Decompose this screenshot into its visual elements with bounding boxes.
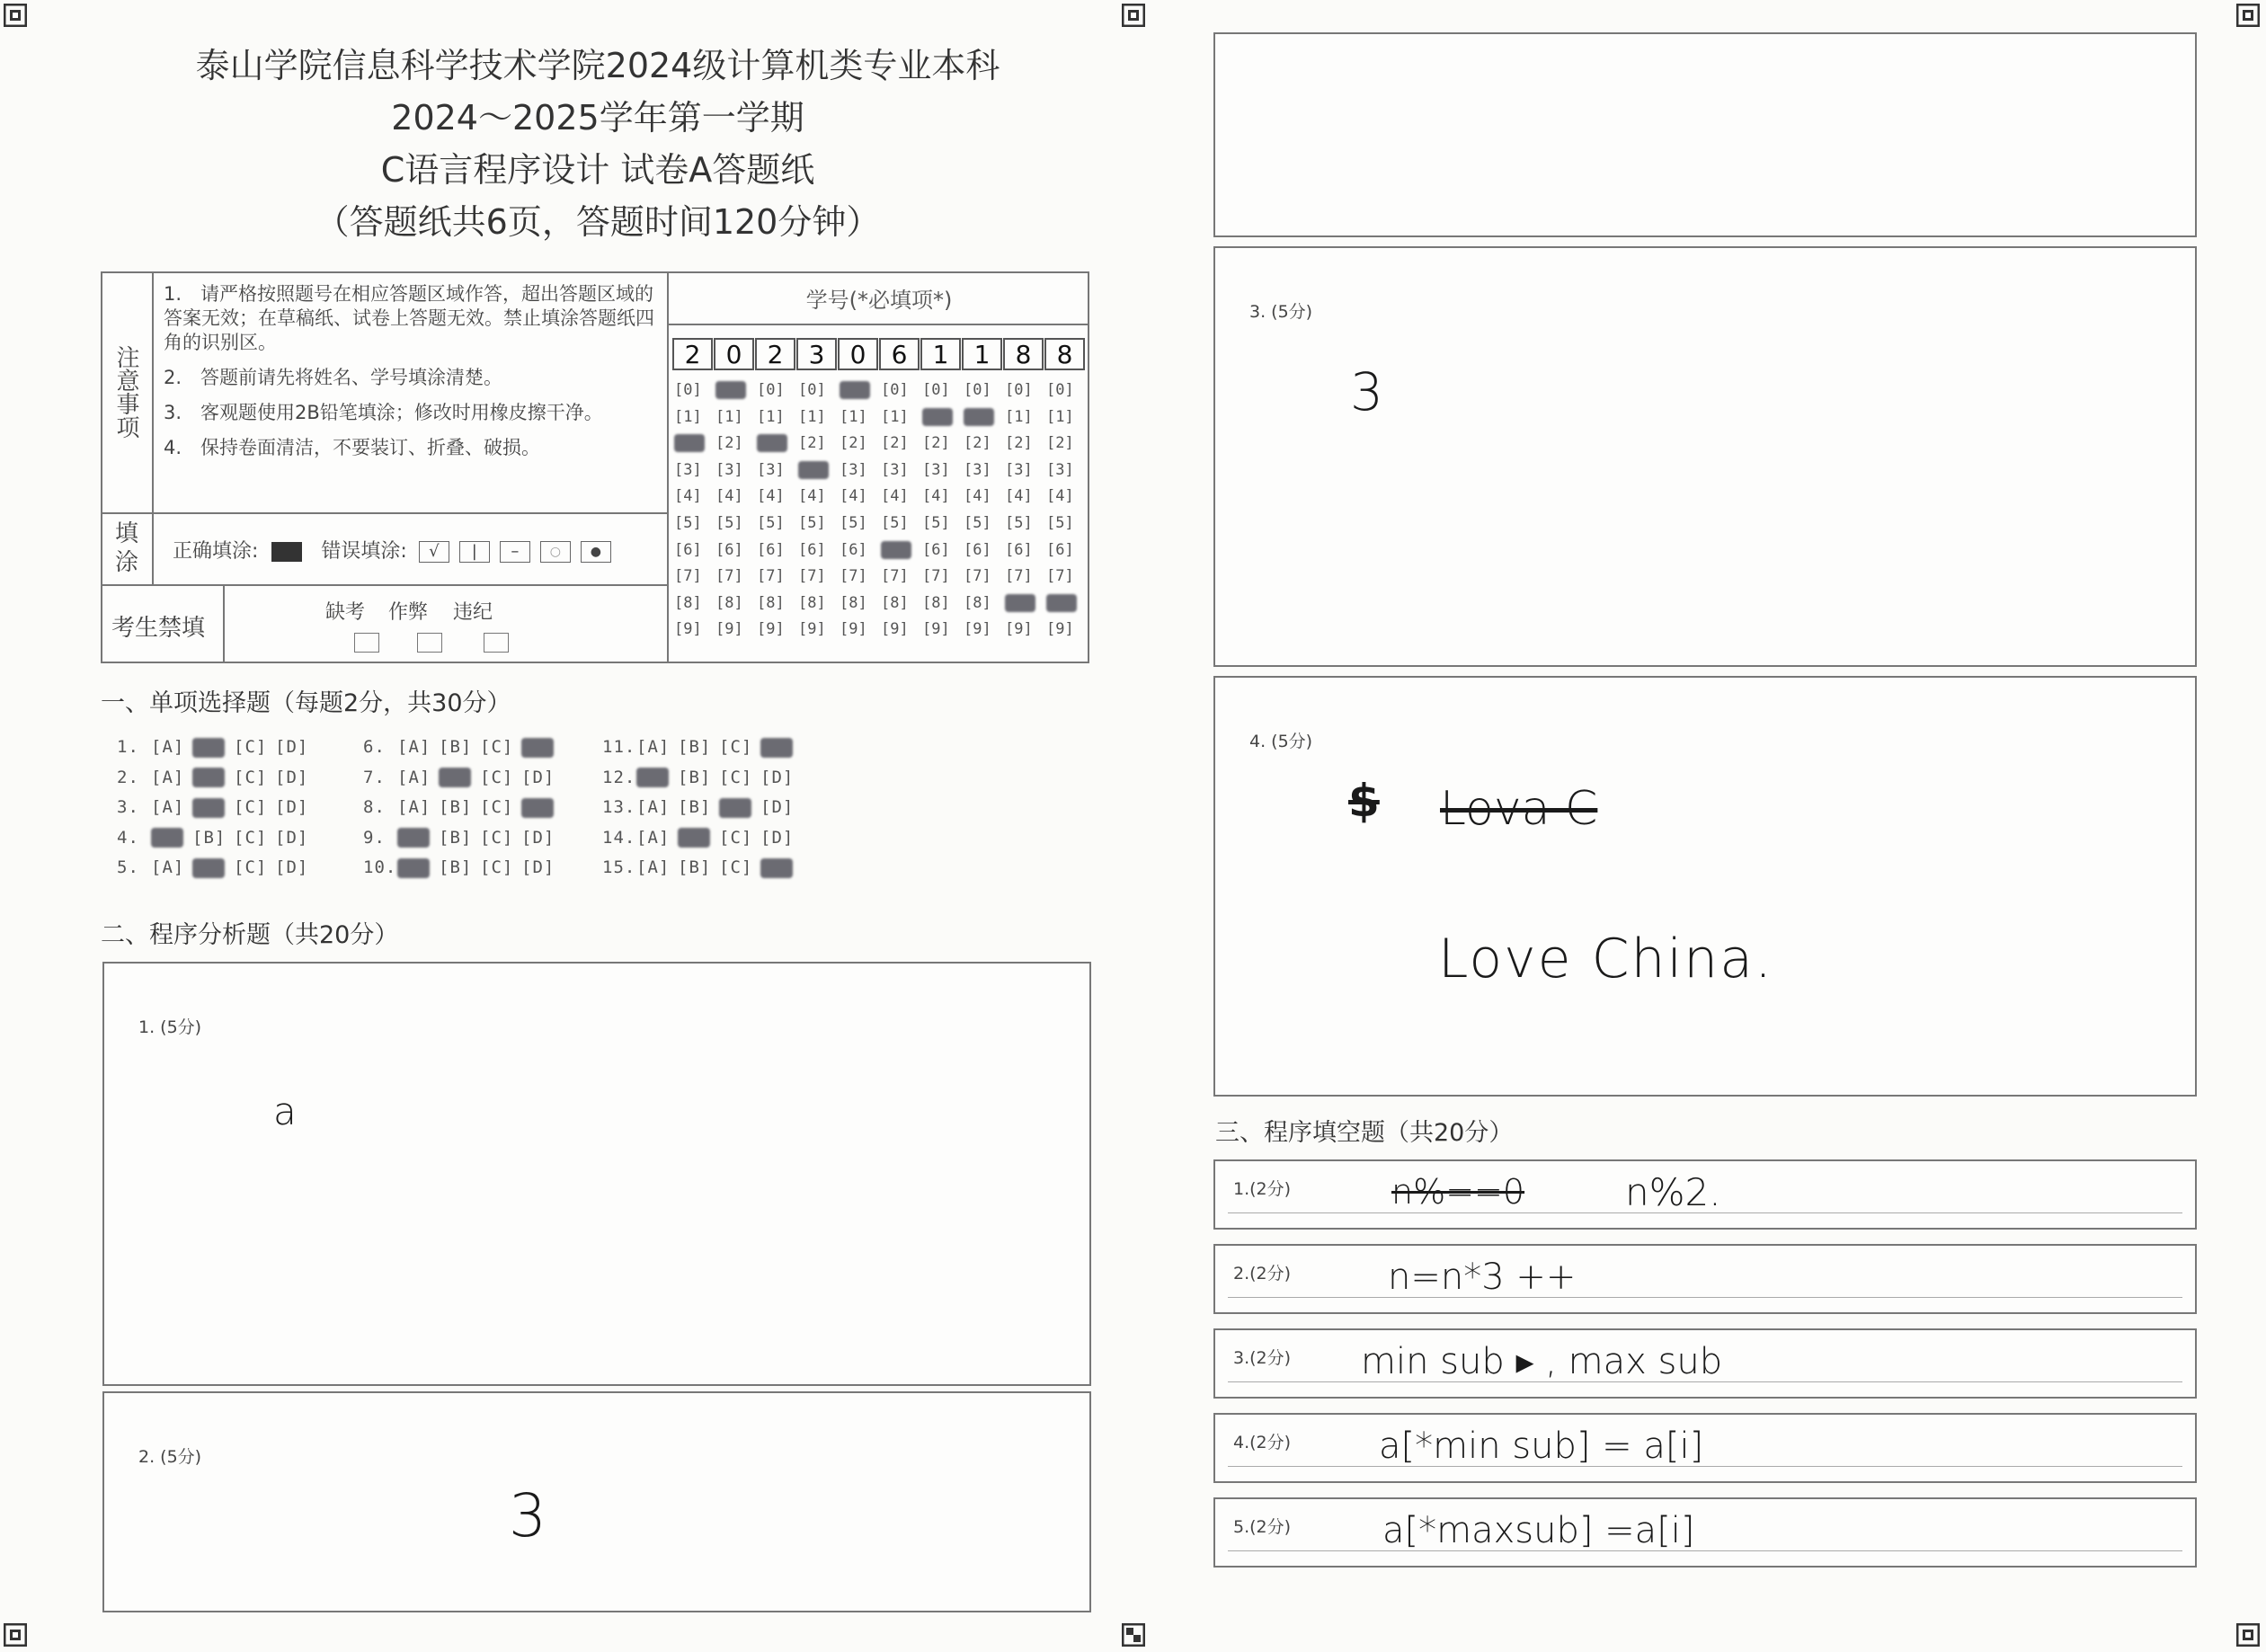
student-id-bubble-filled[interactable] bbox=[881, 541, 911, 559]
mc-option[interactable]: [A] bbox=[397, 797, 431, 817]
q4-struck-prefix: $ bbox=[1348, 775, 1380, 827]
mc-option[interactable]: [D] bbox=[760, 797, 795, 817]
student-id-digit-cell[interactable]: 6 bbox=[879, 338, 920, 370]
mc-option[interactable]: [C] bbox=[480, 827, 514, 848]
student-id-bubble-filled[interactable] bbox=[922, 408, 953, 426]
mc-option[interactable]: [C] bbox=[719, 827, 753, 848]
mc-option[interactable]: [D] bbox=[275, 767, 309, 787]
fill-answer-row[interactable] bbox=[1213, 1244, 2197, 1314]
student-id-bubble[interactable]: [5] bbox=[674, 514, 702, 532]
student-id-digit-cell[interactable]: 2 bbox=[672, 338, 713, 370]
student-id-bubble[interactable]: [4] bbox=[964, 487, 991, 506]
section1-title: 一、单项选择题（每题2分，共30分） bbox=[101, 689, 511, 717]
q1-label: 1. (5分) bbox=[138, 1017, 202, 1037]
mc-option[interactable]: [C] bbox=[234, 857, 268, 877]
student-id-bubble[interactable]: [7] bbox=[757, 567, 785, 586]
mc-question-number: 4. bbox=[117, 827, 139, 848]
mc-option-mark bbox=[760, 858, 793, 878]
section3-title: 三、程序填空题（共20分） bbox=[1215, 1119, 1514, 1147]
student-id-bubble[interactable]: [6] bbox=[757, 540, 785, 559]
student-id-bubble[interactable]: [7] bbox=[1005, 567, 1033, 586]
student-id-bubble[interactable]: [2] bbox=[964, 434, 991, 453]
mc-option[interactable]: [C] bbox=[719, 737, 753, 757]
student-id-bubble[interactable]: [0] bbox=[798, 381, 826, 399]
student-id-bubble[interactable]: [4] bbox=[715, 487, 743, 506]
corner-marker-icon bbox=[2236, 1623, 2260, 1647]
fill-q5-answer: a[*maxsub] =a[i] bbox=[1382, 1510, 1695, 1551]
q4-struck-answer: Lova C bbox=[1440, 782, 1598, 836]
mc-option-filled[interactable] bbox=[439, 768, 480, 788]
student-id-bubble[interactable]: [6] bbox=[964, 540, 991, 559]
fill-q3-answer: min sub ▸ , max sub bbox=[1361, 1341, 1723, 1382]
mc-option[interactable]: [D] bbox=[275, 857, 309, 877]
mc-option[interactable]: [A] bbox=[636, 737, 671, 757]
fill-q4-answer: a[*min sub] = a[i] bbox=[1379, 1426, 1704, 1467]
student-id-bubble[interactable]: [2] bbox=[1046, 434, 1074, 453]
student-id-bubble[interactable]: [9] bbox=[922, 620, 950, 639]
student-id-bubble[interactable]: [9] bbox=[964, 620, 991, 639]
mc-option-filled[interactable] bbox=[192, 768, 234, 788]
student-id-bubble[interactable]: [1] bbox=[674, 407, 702, 426]
student-id-bubble[interactable]: [9] bbox=[1046, 620, 1074, 639]
student-id-bubble[interactable]: [6] bbox=[840, 540, 867, 559]
student-id-bubble[interactable]: [2] bbox=[840, 434, 867, 453]
mc-question-number: 2. bbox=[117, 767, 139, 787]
mc-option-filled[interactable] bbox=[521, 797, 563, 818]
student-id-bubble[interactable]: [5] bbox=[964, 514, 991, 532]
mc-question bbox=[117, 857, 351, 883]
correct-fill-sample bbox=[271, 542, 302, 562]
mc-option[interactable]: [D] bbox=[275, 737, 309, 757]
answer-box-continuation[interactable] bbox=[1213, 32, 2197, 237]
student-id-bubble[interactable]: [8] bbox=[881, 593, 909, 612]
mc-option-mark bbox=[192, 858, 225, 878]
corner-marker-icon bbox=[4, 1623, 27, 1647]
student-id-label: 学号(*必填项*) bbox=[805, 288, 953, 313]
mc-option-mark bbox=[192, 768, 225, 787]
q3-answer: 3 bbox=[1350, 361, 1383, 422]
notice-side-label: 注意事项 bbox=[112, 345, 139, 439]
student-id-bubble[interactable]: [7] bbox=[798, 567, 826, 586]
answer-box-q4[interactable] bbox=[1213, 676, 2197, 1097]
corner-marker-icon bbox=[2236, 4, 2260, 27]
mc-option-filled[interactable] bbox=[678, 828, 719, 848]
student-id-bubble[interactable]: [6] bbox=[1046, 540, 1074, 559]
student-id-bubble-row bbox=[672, 594, 1089, 616]
student-id-bubble[interactable]: [0] bbox=[674, 381, 702, 399]
student-id-bubble[interactable]: [2] bbox=[1005, 434, 1033, 453]
mc-option-mark bbox=[151, 828, 183, 848]
mc-option[interactable]: [A] bbox=[636, 857, 671, 877]
mc-option[interactable]: [C] bbox=[719, 857, 753, 877]
student-id-bubble[interactable]: [8] bbox=[715, 593, 743, 612]
fill-q1-label: 1.(2分) bbox=[1233, 1179, 1292, 1199]
mc-option-mark bbox=[636, 768, 669, 787]
wrong-fill-label: 错误填涂: bbox=[321, 540, 407, 563]
mc-option[interactable]: [C] bbox=[480, 857, 514, 877]
mc-option[interactable]: [A] bbox=[151, 797, 185, 817]
q1-answer: a bbox=[273, 1089, 297, 1133]
mc-question bbox=[117, 797, 351, 822]
student-id-bubble-filled[interactable] bbox=[1046, 594, 1077, 612]
student-id-bubble[interactable]: [5] bbox=[1046, 514, 1074, 532]
forbidden-violation-checkbox[interactable] bbox=[484, 633, 509, 653]
corner-marker-icon bbox=[1122, 1623, 1145, 1647]
student-id-bubble[interactable]: [6] bbox=[715, 540, 743, 559]
mc-option-filled[interactable] bbox=[636, 768, 678, 788]
fill-q1-struck: n%==0 bbox=[1391, 1172, 1525, 1212]
mc-question-number: 5. bbox=[117, 857, 139, 877]
student-id-bubble-row bbox=[672, 620, 1089, 642]
wrong-fill-sample: √ bbox=[419, 541, 449, 563]
student-id-bubble[interactable]: [1] bbox=[757, 407, 785, 426]
forbidden-absent-checkbox[interactable] bbox=[354, 633, 379, 653]
mc-option[interactable]: [C] bbox=[234, 767, 268, 787]
student-id-bubble[interactable]: [3] bbox=[757, 460, 785, 479]
student-id-bubble[interactable]: [2] bbox=[715, 434, 743, 453]
student-id-bubble[interactable]: [7] bbox=[922, 567, 950, 586]
q4-label: 4. (5分) bbox=[1249, 732, 1313, 751]
mc-question bbox=[363, 828, 597, 853]
student-id-bubble-row bbox=[672, 381, 1089, 403]
student-id-bubble[interactable]: [0] bbox=[1046, 381, 1074, 399]
student-id-bubble-filled[interactable] bbox=[840, 381, 870, 399]
student-id-bubble[interactable]: [4] bbox=[757, 487, 785, 506]
notice-item: 3. 客观题使用2B铅笔填涂；修改时用橡皮擦干净。 bbox=[164, 402, 603, 423]
fill-q1-answer: n%2. bbox=[1625, 1170, 1721, 1214]
student-id-bubble[interactable]: [3] bbox=[840, 460, 867, 479]
mc-option-mark bbox=[192, 798, 225, 818]
student-id-bubble[interactable]: [7] bbox=[715, 567, 743, 586]
mc-question-number: 13. bbox=[602, 797, 636, 817]
notice-item: 2. 答题前请先将姓名、学号填涂清楚。 bbox=[164, 367, 503, 388]
student-id-bubble[interactable]: [3] bbox=[1046, 460, 1074, 479]
mc-option-mark bbox=[439, 768, 471, 787]
mc-question bbox=[363, 857, 597, 883]
info-table bbox=[101, 271, 1089, 663]
student-id-bubble[interactable]: [4] bbox=[922, 487, 950, 506]
fill-answer-row[interactable] bbox=[1213, 1159, 2197, 1230]
student-id-bubble[interactable]: [9] bbox=[798, 620, 826, 639]
student-id-bubble[interactable]: [7] bbox=[964, 567, 991, 586]
mc-option-filled[interactable] bbox=[760, 857, 802, 878]
student-id-bubble[interactable]: [0] bbox=[881, 381, 909, 399]
mc-question bbox=[602, 857, 836, 883]
student-id-bubble-filled[interactable] bbox=[964, 408, 994, 426]
student-id-digit-cell[interactable]: 0 bbox=[838, 338, 878, 370]
mc-option[interactable]: [D] bbox=[760, 827, 795, 848]
mc-option-filled[interactable] bbox=[151, 828, 192, 848]
mc-option[interactable]: [A] bbox=[397, 737, 431, 757]
mc-question bbox=[602, 737, 836, 762]
student-id-bubble[interactable]: [5] bbox=[798, 514, 826, 532]
q3-label: 3. (5分) bbox=[1249, 302, 1313, 322]
fill-q4-label: 4.(2分) bbox=[1233, 1433, 1292, 1452]
q4-answer: Love China. bbox=[1438, 928, 1774, 990]
mc-option[interactable]: [C] bbox=[480, 767, 514, 787]
mc-option[interactable]: [C] bbox=[480, 737, 514, 757]
mc-option[interactable]: [A] bbox=[636, 797, 671, 817]
mc-question bbox=[602, 797, 836, 822]
fill-answer-row[interactable] bbox=[1213, 1413, 2197, 1483]
student-id-bubble[interactable]: [1] bbox=[1005, 407, 1033, 426]
fill-q3-label: 3.(2分) bbox=[1233, 1348, 1292, 1368]
answer-box-q3[interactable] bbox=[1213, 246, 2197, 667]
fill-q2-label: 2.(2分) bbox=[1233, 1264, 1292, 1283]
student-id-bubble-row bbox=[672, 487, 1089, 509]
mc-option-mark bbox=[678, 828, 710, 848]
mc-question-number: 8. bbox=[363, 797, 386, 817]
mc-question-number: 12. bbox=[602, 767, 636, 787]
student-id-bubble-filled[interactable] bbox=[798, 461, 829, 479]
mc-option[interactable]: [C] bbox=[234, 827, 268, 848]
student-id-bubble[interactable]: [3] bbox=[922, 460, 950, 479]
student-id-bubble[interactable]: [4] bbox=[1005, 487, 1033, 506]
mc-option[interactable]: [B] bbox=[192, 827, 227, 848]
forbidden-cheat-checkbox[interactable] bbox=[417, 633, 442, 653]
student-id-bubble[interactable]: [7] bbox=[674, 567, 702, 586]
mc-option[interactable]: [A] bbox=[151, 857, 185, 877]
mc-option-filled[interactable] bbox=[521, 737, 563, 758]
student-id-bubble[interactable]: [7] bbox=[1046, 567, 1074, 586]
student-id-bubble[interactable]: [9] bbox=[881, 620, 909, 639]
mc-option[interactable]: [D] bbox=[760, 767, 795, 787]
mc-question bbox=[363, 797, 597, 822]
student-id-bubble[interactable]: [3] bbox=[715, 460, 743, 479]
mc-option[interactable]: [C] bbox=[480, 797, 514, 817]
mc-option[interactable]: [A] bbox=[397, 767, 431, 787]
student-id-bubble[interactable]: [0] bbox=[1005, 381, 1033, 399]
mc-question-number: 1. bbox=[117, 737, 139, 757]
student-id-digit-cell[interactable]: 0 bbox=[714, 338, 754, 370]
mc-option[interactable]: [C] bbox=[234, 737, 268, 757]
wrong-fill-sample: ○ bbox=[540, 541, 571, 563]
header-course: C语言程序设计 试卷A答题纸 bbox=[380, 150, 815, 190]
wrong-fill-sample: ● bbox=[581, 541, 611, 563]
student-id-bubble[interactable]: [8] bbox=[922, 593, 950, 612]
student-id-bubble[interactable]: [0] bbox=[757, 381, 785, 399]
mc-option-mark bbox=[760, 738, 793, 758]
student-id-bubble-row bbox=[672, 461, 1089, 483]
fill-q5-label: 5.(2分) bbox=[1233, 1517, 1292, 1537]
student-id-bubble[interactable]: [0] bbox=[922, 381, 950, 399]
mc-question bbox=[602, 768, 836, 793]
student-id-bubble[interactable]: [1] bbox=[1046, 407, 1074, 426]
mc-option[interactable]: [B] bbox=[678, 797, 712, 817]
mc-option[interactable]: [D] bbox=[275, 797, 309, 817]
header-title: 泰山学院信息科学技术学院2024级计算机类专业本科 bbox=[195, 46, 1000, 85]
mc-question-number: 10. bbox=[363, 857, 397, 877]
header-note: （答题纸共6页，答题时间120分钟） bbox=[315, 202, 881, 242]
student-id-bubble-row bbox=[672, 408, 1089, 430]
mc-question-number: 7. bbox=[363, 767, 386, 787]
student-id-bubble[interactable]: [9] bbox=[840, 620, 867, 639]
mc-option-filled[interactable] bbox=[192, 737, 234, 758]
mc-option-mark bbox=[397, 828, 430, 848]
student-id-bubble[interactable]: [9] bbox=[674, 620, 702, 639]
student-id-bubble-row bbox=[672, 567, 1089, 589]
student-id-bubble[interactable]: [5] bbox=[881, 514, 909, 532]
student-id-bubble[interactable]: [5] bbox=[840, 514, 867, 532]
answer-box-q2[interactable] bbox=[102, 1391, 1091, 1612]
student-id-bubble-row bbox=[672, 541, 1089, 563]
student-id-bubble-filled[interactable] bbox=[757, 434, 787, 452]
mc-question bbox=[117, 768, 351, 793]
student-id-bubble[interactable]: [0] bbox=[964, 381, 991, 399]
mc-question-number: 14. bbox=[602, 827, 636, 848]
mc-option-mark bbox=[521, 738, 554, 758]
student-id-bubble[interactable]: [4] bbox=[1046, 487, 1074, 506]
correct-fill-label: 正确填涂: bbox=[173, 540, 259, 563]
mc-option[interactable]: [B] bbox=[439, 827, 473, 848]
section2-title: 二、程序分析题（共20分） bbox=[101, 921, 399, 949]
student-id-bubble[interactable]: [3] bbox=[964, 460, 991, 479]
corner-marker-icon bbox=[1122, 4, 1145, 27]
mc-option[interactable]: [B] bbox=[439, 737, 473, 757]
student-id-bubble[interactable]: [5] bbox=[922, 514, 950, 532]
forbidden-label: 考生禁填 bbox=[111, 615, 206, 642]
student-id-bubble[interactable]: [5] bbox=[1005, 514, 1033, 532]
mc-option[interactable]: [A] bbox=[151, 737, 185, 757]
q2-answer: 3 bbox=[509, 1481, 547, 1550]
mc-option-filled[interactable] bbox=[397, 828, 439, 848]
student-id-bubble[interactable]: [1] bbox=[715, 407, 743, 426]
student-id-bubble[interactable]: [2] bbox=[922, 434, 950, 453]
student-id-bubble[interactable]: [4] bbox=[840, 487, 867, 506]
student-id-bubble[interactable]: [8] bbox=[674, 593, 702, 612]
student-id-bubble-row bbox=[672, 434, 1089, 456]
mc-option[interactable]: [A] bbox=[151, 767, 185, 787]
fill-answer-row[interactable] bbox=[1213, 1497, 2197, 1568]
student-id-digit-cell[interactable]: 3 bbox=[796, 338, 837, 370]
fill-q2-answer: n=n*3 ++ bbox=[1388, 1257, 1577, 1298]
student-id-bubble[interactable]: [5] bbox=[715, 514, 743, 532]
student-id-bubble[interactable]: [2] bbox=[881, 434, 909, 453]
student-id-digit-cell[interactable]: 2 bbox=[755, 338, 795, 370]
student-id-bubble[interactable]: [9] bbox=[715, 620, 743, 639]
mc-option[interactable]: [D] bbox=[521, 857, 555, 877]
student-id-bubble[interactable]: [2] bbox=[798, 434, 826, 453]
mc-option-filled[interactable] bbox=[192, 797, 234, 818]
mc-option[interactable]: [C] bbox=[234, 797, 268, 817]
mc-question-number: 15. bbox=[602, 857, 636, 877]
forbidden-violation-label: 违纪 bbox=[453, 601, 493, 624]
student-id-bubble-filled[interactable] bbox=[1005, 594, 1035, 612]
student-id-bubble[interactable]: [1] bbox=[798, 407, 826, 426]
mc-question bbox=[363, 737, 597, 762]
student-id-bubble[interactable]: [8] bbox=[840, 593, 867, 612]
mc-option[interactable]: [B] bbox=[678, 737, 712, 757]
student-id-bubble[interactable]: [3] bbox=[881, 460, 909, 479]
forbidden-cheat-label: 作弊 bbox=[388, 601, 429, 624]
wrong-fill-sample: – bbox=[500, 541, 530, 563]
mc-option[interactable]: [B] bbox=[678, 767, 712, 787]
answer-box-q1[interactable] bbox=[102, 962, 1091, 1386]
student-id-bubble[interactable]: [3] bbox=[1005, 460, 1033, 479]
student-id-digit-cell[interactable]: 1 bbox=[920, 338, 961, 370]
student-id-bubble[interactable]: [1] bbox=[881, 407, 909, 426]
mc-option-filled[interactable] bbox=[397, 857, 439, 878]
mc-question bbox=[602, 828, 836, 853]
corner-marker-icon bbox=[4, 4, 27, 27]
notice-item: 1. 请严格按照题号在相应答题区域作答，超出答题区域的答案无效；在草稿纸、试卷上答题无效。禁止填涂答题纸四角的识别区。 bbox=[164, 283, 654, 353]
mc-option[interactable]: [B] bbox=[678, 857, 712, 877]
student-id-bubble[interactable]: [9] bbox=[757, 620, 785, 639]
mc-question-number: 11. bbox=[602, 737, 636, 757]
mc-option[interactable]: [C] bbox=[719, 767, 753, 787]
mc-option[interactable]: [D] bbox=[521, 827, 555, 848]
mc-option-filled[interactable] bbox=[719, 797, 760, 818]
mc-question-number: 3. bbox=[117, 797, 139, 817]
student-id-bubble[interactable]: [7] bbox=[881, 567, 909, 586]
student-id-bubble[interactable]: [3] bbox=[674, 460, 702, 479]
student-id-bubble[interactable]: [8] bbox=[757, 593, 785, 612]
student-id-bubble[interactable]: [4] bbox=[798, 487, 826, 506]
mc-option[interactable]: [B] bbox=[439, 797, 473, 817]
student-id-bubble[interactable]: [5] bbox=[757, 514, 785, 532]
student-id-digit-cell[interactable]: 8 bbox=[1003, 338, 1044, 370]
mc-option-mark bbox=[521, 798, 554, 818]
q2-label: 2. (5分) bbox=[138, 1447, 202, 1467]
student-id-bubble[interactable]: [4] bbox=[674, 487, 702, 506]
student-id-bubble[interactable]: [7] bbox=[840, 567, 867, 586]
mc-option[interactable]: [B] bbox=[439, 857, 473, 877]
fill-answer-row[interactable] bbox=[1213, 1328, 2197, 1399]
student-id-bubble[interactable]: [1] bbox=[840, 407, 867, 426]
mc-question bbox=[117, 828, 351, 853]
mc-option-mark bbox=[719, 798, 751, 818]
student-id-bubble[interactable]: [8] bbox=[964, 593, 991, 612]
student-id-bubble-filled[interactable] bbox=[674, 434, 705, 452]
student-id-bubble[interactable]: [8] bbox=[798, 593, 826, 612]
student-id-digit-cell[interactable]: 8 bbox=[1044, 338, 1085, 370]
header-term: 2024～2025学年第一学期 bbox=[391, 98, 804, 138]
wrong-fill-sample: | bbox=[459, 541, 490, 563]
student-id-bubble[interactable]: [6] bbox=[922, 540, 950, 559]
mc-question-number: 6. bbox=[363, 737, 386, 757]
mc-question bbox=[363, 768, 597, 793]
mc-option[interactable]: [D] bbox=[275, 827, 309, 848]
mc-option-filled[interactable] bbox=[760, 737, 802, 758]
mc-option-filled[interactable] bbox=[192, 857, 234, 878]
student-id-bubble[interactable]: [6] bbox=[674, 540, 702, 559]
mc-option-mark bbox=[397, 858, 430, 878]
fill-side-label: 填涂 bbox=[115, 520, 139, 576]
student-id-digit-cell[interactable]: 1 bbox=[962, 338, 1002, 370]
student-id-bubble[interactable]: [9] bbox=[1005, 620, 1033, 639]
mc-option-mark bbox=[192, 738, 225, 758]
notice-item: 4. 保持卷面清洁，不要装订、折叠、破损。 bbox=[164, 437, 541, 458]
student-id-bubble[interactable]: [6] bbox=[1005, 540, 1033, 559]
forbidden-absent-label: 缺考 bbox=[325, 601, 366, 624]
mc-question-number: 9. bbox=[363, 827, 386, 848]
student-id-bubble-filled[interactable] bbox=[715, 381, 746, 399]
mc-question bbox=[117, 737, 351, 762]
student-id-bubble[interactable]: [6] bbox=[798, 540, 826, 559]
mc-option[interactable]: [A] bbox=[636, 827, 671, 848]
student-id-bubble[interactable]: [4] bbox=[881, 487, 909, 506]
student-id-bubble-row bbox=[672, 514, 1089, 536]
mc-option[interactable]: [D] bbox=[521, 767, 555, 787]
